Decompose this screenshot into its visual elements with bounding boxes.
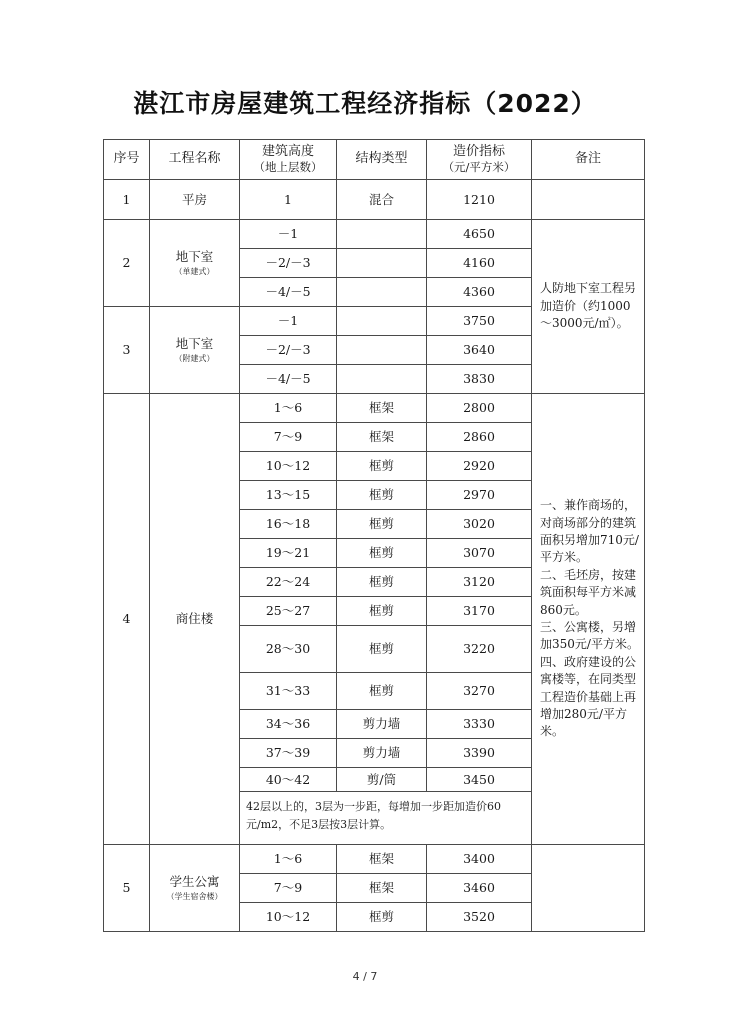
row-cost: 2920 — [427, 452, 532, 481]
page-title: 湛江市房屋建筑工程经济指标（2022） — [133, 89, 597, 118]
row-index: 4 — [104, 394, 150, 845]
page-number: 4 / 7 — [352, 970, 378, 983]
row-structure: 混合 — [337, 180, 427, 220]
row-index: 1 — [104, 180, 150, 220]
cost-index-table — [103, 139, 645, 932]
row-structure: 框架 — [337, 423, 427, 452]
row-structure: 剪力墙 — [337, 739, 427, 768]
row-height: 1～6 — [240, 845, 337, 874]
header-height-sub: （地上层数） — [253, 160, 323, 175]
header-cost-main: 造价指标 — [452, 144, 505, 160]
row-structure: 框架 — [337, 874, 427, 903]
row-structure: 框剪 — [337, 568, 427, 597]
row-height: 37～39 — [240, 739, 337, 768]
row-cost: 3830 — [427, 365, 532, 394]
row-structure: 框剪 — [337, 597, 427, 626]
row-structure — [337, 220, 427, 249]
row-height: －1 — [240, 307, 337, 336]
row-height: 31～33 — [240, 673, 337, 710]
row-height: 13～15 — [240, 481, 337, 510]
row-structure: 框剪 — [337, 452, 427, 481]
row-name — [150, 220, 240, 307]
remark-item: 一、兼作商场的，对商场部分的建筑面积另增加710元/平方米。 — [540, 498, 639, 565]
row-structure: 剪力墙 — [337, 710, 427, 739]
row-cost: 3270 — [427, 673, 532, 710]
row-height: －4/－5 — [240, 278, 337, 307]
row-index: 3 — [104, 307, 150, 394]
row-structure — [337, 278, 427, 307]
row-structure: 框剪 — [337, 539, 427, 568]
row-height: －1 — [240, 220, 337, 249]
row-name-sub: （学生宿舍楼） — [166, 892, 223, 902]
row-name — [150, 307, 240, 394]
table-row — [104, 845, 645, 874]
row-index: 2 — [104, 220, 150, 307]
row-height: －4/－5 — [240, 365, 337, 394]
row-cost: 1210 — [427, 180, 532, 220]
row-remarks — [532, 845, 645, 932]
table-row — [104, 220, 645, 249]
remark-item: 三、公寓楼，另增加350元/平方米。 — [540, 620, 639, 652]
row-name-sub: （附建式） — [174, 354, 215, 364]
row-height: －2/－3 — [240, 249, 337, 278]
row-cost: 3640 — [427, 336, 532, 365]
table-row — [104, 180, 645, 220]
row-cost: 4360 — [427, 278, 532, 307]
remark-item: 二、毛坯房，按建筑面积每平方米减860元。 — [540, 567, 637, 617]
row-height: 10～12 — [240, 903, 337, 932]
header-cost-sub: （元/平方米） — [442, 160, 516, 175]
remark-item: 四、政府建设的公寓楼等，在同类型工程造价基础上再增加280元/平方米。 — [540, 654, 637, 739]
row-structure: 框剪 — [337, 673, 427, 710]
row-name-main: 地下室 — [175, 335, 214, 351]
row-index: 5 — [104, 845, 150, 932]
row-structure: 框架 — [337, 394, 427, 423]
row-structure: 框架 — [337, 845, 427, 874]
row-height: 7～9 — [240, 874, 337, 903]
row-cost: 3750 — [427, 307, 532, 336]
row-structure — [337, 365, 427, 394]
row-cost: 3520 — [427, 903, 532, 932]
row-cost: 3450 — [427, 768, 532, 792]
row-cost: 3330 — [427, 710, 532, 739]
row-cost: 3390 — [427, 739, 532, 768]
row-cost: 3400 — [427, 845, 532, 874]
remarks-residential — [532, 394, 645, 845]
row-name-main: 学生公寓 — [169, 873, 220, 889]
row-structure: 框剪 — [337, 903, 427, 932]
row-structure: 框剪 — [337, 481, 427, 510]
row-height: 19～21 — [240, 539, 337, 568]
row-cost: 3120 — [427, 568, 532, 597]
row-cost: 4160 — [427, 249, 532, 278]
row-name — [150, 845, 240, 932]
row-height: 28～30 — [240, 626, 337, 673]
header-index: 序号 — [104, 140, 150, 180]
header-remarks: 备注 — [532, 140, 645, 180]
row-name: 商住楼 — [150, 394, 240, 845]
row-height: 40～42 — [240, 768, 337, 792]
row-cost: 2970 — [427, 481, 532, 510]
row-name-main: 地下室 — [175, 248, 214, 264]
row-cost: 3020 — [427, 510, 532, 539]
row-height: 1～6 — [240, 394, 337, 423]
row-structure: 框剪 — [337, 626, 427, 673]
row-name-sub: （单建式） — [174, 267, 215, 277]
row-height: 10～12 — [240, 452, 337, 481]
row-structure: 框剪 — [337, 510, 427, 539]
row-cost: 2860 — [427, 423, 532, 452]
row-structure — [337, 307, 427, 336]
row-structure: 剪/筒 — [337, 768, 427, 792]
table-row — [104, 394, 645, 423]
header-height — [240, 140, 337, 180]
row-cost: 3070 — [427, 539, 532, 568]
header-structure: 结构类型 — [337, 140, 427, 180]
row-remarks — [532, 180, 645, 220]
header-height-main: 建筑高度 — [261, 144, 314, 160]
row-name: 平房 — [150, 180, 240, 220]
row-note-above-42: 42层以上的，3层为一步距，每增加一步距加造价60元/m2，不足3层按3层计算。 — [240, 792, 532, 845]
row-height: －2/－3 — [240, 336, 337, 365]
row-structure — [337, 336, 427, 365]
row-height: 25～27 — [240, 597, 337, 626]
remarks-basement: 人防地下室工程另加造价（约1000～3000元/㎡）。 — [532, 220, 645, 394]
header-name: 工程名称 — [150, 140, 240, 180]
row-height: 16～18 — [240, 510, 337, 539]
header-cost — [427, 140, 532, 180]
row-height: 1 — [240, 180, 337, 220]
row-cost: 2800 — [427, 394, 532, 423]
row-height: 22～24 — [240, 568, 337, 597]
row-structure — [337, 249, 427, 278]
row-cost: 4650 — [427, 220, 532, 249]
row-cost: 3170 — [427, 597, 532, 626]
row-cost: 3460 — [427, 874, 532, 903]
row-cost: 3220 — [427, 626, 532, 673]
row-height: 7～9 — [240, 423, 337, 452]
header-row — [104, 140, 645, 180]
row-height: 34～36 — [240, 710, 337, 739]
